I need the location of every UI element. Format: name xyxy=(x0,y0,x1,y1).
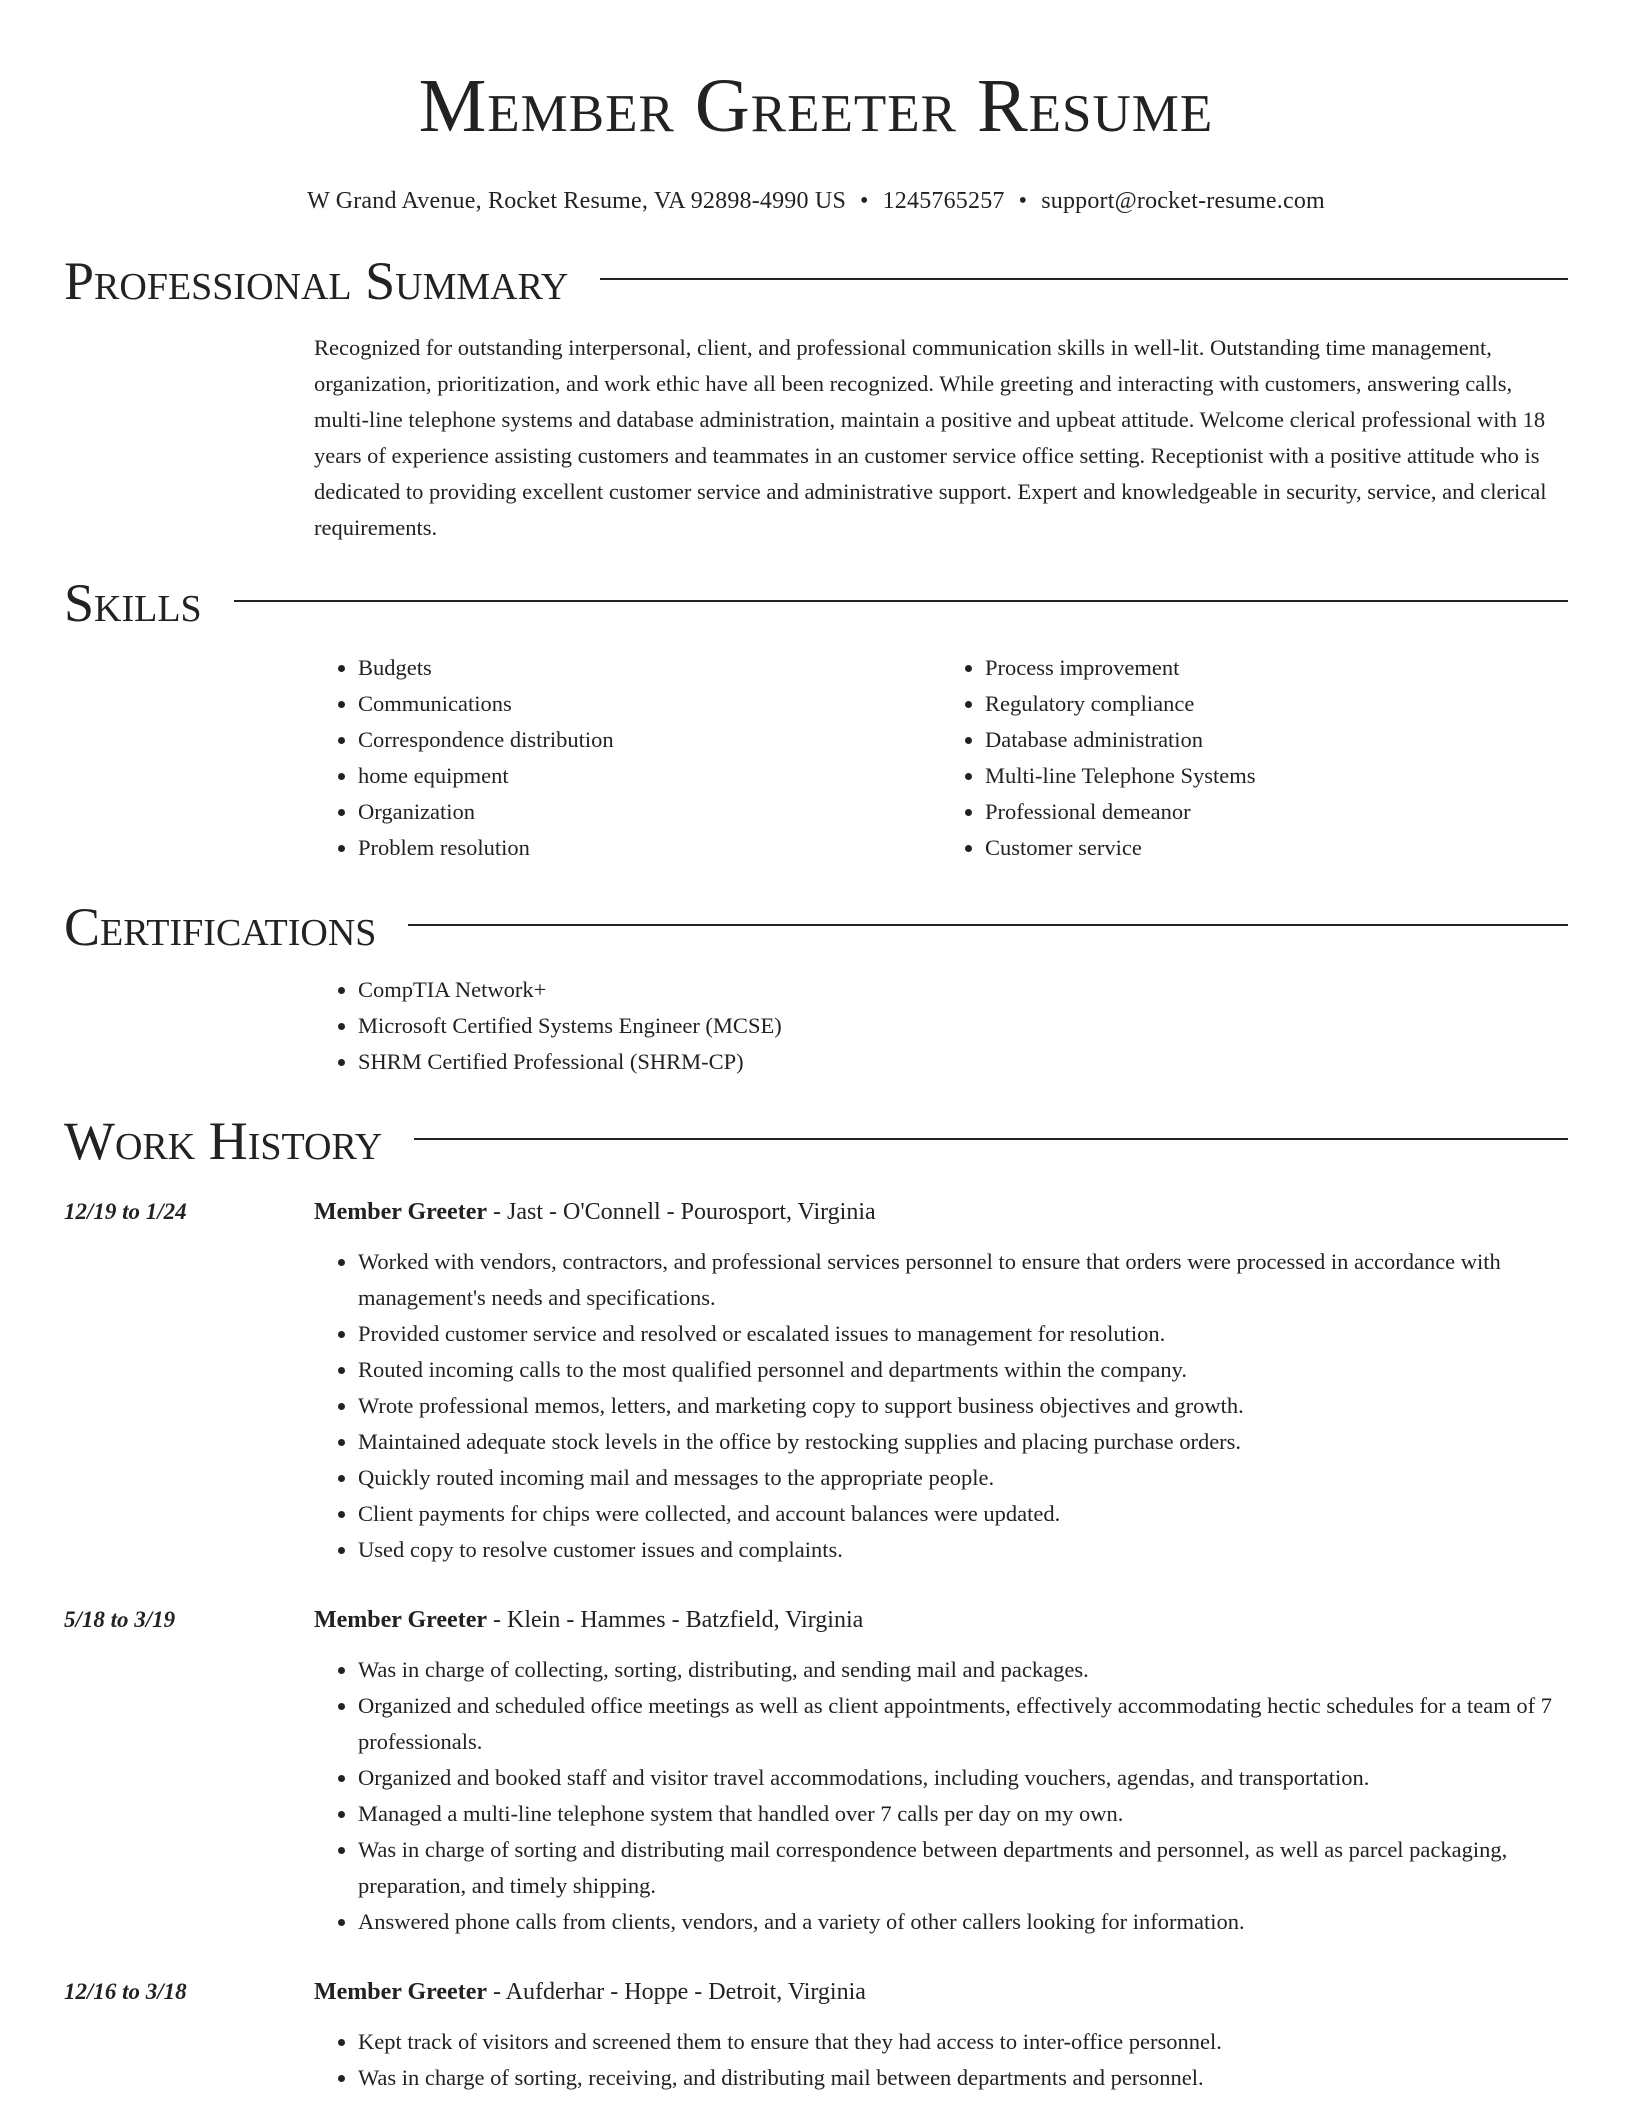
summary-text: Recognized for outstanding interpersonal, client, and professional communication skills in well-lit. Outstanding time management, organization, prioritization, and work ethic have all been recognized. While greeting and interacting with customers, answering calls, multi-line telephone systems and database administration, maintain a positive and upbeat attitude. Welcome clerical professional with 18 years of experience assisting customers and teammates in an customer service office setting. Receptionist with a positive attitude who is dedicated to providing excellent customer service and administrative support. Expert and knowledgeable in security, service, and clerical requirements. xyxy=(314,335,1547,540)
job-bullet: • Managed a multi-line telephone system that handled over 7 calls per day on my own. xyxy=(358,1796,1568,1832)
certifications-list xyxy=(314,972,1568,1080)
skills-body xyxy=(314,650,1568,866)
job-detail xyxy=(314,1974,1568,2096)
certification-item: • SHRM Certified Professional (SHRM-CP) xyxy=(358,1044,1568,1080)
job-employer: - Aufderhar - Hoppe - Detroit, Virginia xyxy=(487,1979,866,2005)
job-bullet: • Wrote professional memos, letters, and marketing copy to support business objectives and growth. xyxy=(358,1388,1568,1424)
section-divider xyxy=(414,1138,1568,1140)
job-bullet: • Was in charge of sorting and distributing mail correspondence between departments and personnel, as well as parcel packaging, preparation, and timely shipping. xyxy=(358,1832,1568,1904)
contact-email[interactable]: support@rocket-resume.com xyxy=(1041,188,1325,214)
skill-item: • Budgets xyxy=(358,650,941,686)
section-divider xyxy=(408,924,1568,926)
job-dates: 5/18 to 3/19 xyxy=(64,1607,176,1632)
skills-heading: Skills xyxy=(64,573,202,633)
job-bullet: • Answered phone calls from clients, vendors, and a variety of other callers looking for information. xyxy=(358,1904,1568,1940)
job-bullet: • Organized and booked staff and visitor travel accommodations, including vouchers, agendas, and transportation. xyxy=(358,1760,1568,1796)
contact-address: W Grand Avenue, Rocket Resume, VA 92898-4990 US xyxy=(307,188,846,214)
job-detail xyxy=(314,1602,1568,1940)
job-bullet: • Client payments for chips were collected, and account balances were updated. xyxy=(358,1496,1568,1532)
skills-grid xyxy=(314,650,1568,866)
job-entry xyxy=(64,1602,1568,1940)
job-employer: - Klein - Hammes - Batzfield, Virginia xyxy=(487,1607,864,1633)
job-entry xyxy=(64,1194,1568,1568)
skill-item: • Database administration xyxy=(985,722,1568,758)
certifications-section-header xyxy=(64,892,1568,962)
job-title-line xyxy=(314,1194,1568,1230)
skill-item: • Regulatory compliance xyxy=(985,686,1568,722)
skills-list-left xyxy=(314,650,941,866)
job-bullet: • Was in charge of collecting, sorting, distributing, and sending mail and packages. xyxy=(358,1652,1568,1688)
skill-item: • Professional demeanor xyxy=(985,794,1568,830)
job-bullet: • Provided customer service and resolved or escalated issues to management for resolution. xyxy=(358,1316,1568,1352)
job-bullet: • Organized and scheduled office meetings as well as client appointments, effectively accommodating hectic schedules for a team of 7 professionals. xyxy=(358,1688,1568,1760)
job-bullet: • Used copy to resolve customer issues and complaints. xyxy=(358,1532,1568,1568)
certifications-body xyxy=(314,972,1568,1080)
section-divider xyxy=(600,278,1568,280)
work-section-header xyxy=(64,1106,1568,1176)
job-bullet: • Kept track of visitors and screened them to ensure that they had access to inter-office personnel. xyxy=(358,2024,1568,2060)
certification-item: • CompTIA Network+ xyxy=(358,972,1568,1008)
section-divider xyxy=(234,600,1568,602)
skill-item: • Organization xyxy=(358,794,941,830)
work-heading: Work History xyxy=(64,1111,383,1171)
skill-item: • Multi-line Telephone Systems xyxy=(985,758,1568,794)
job-dates: 12/19 to 1/24 xyxy=(64,1199,187,1224)
skill-item: • Customer service xyxy=(985,830,1568,866)
job-title: Member Greeter xyxy=(314,1199,488,1225)
certifications-heading: Certifications xyxy=(64,897,377,957)
resume-page xyxy=(64,0,1568,2096)
job-dates: 12/16 to 3/18 xyxy=(64,1979,187,2004)
job-detail xyxy=(314,1194,1568,1568)
job-employer: - Jast - O'Connell - Pourosport, Virginia xyxy=(487,1199,876,1225)
skill-item: • Process improvement xyxy=(985,650,1568,686)
job-title: Member Greeter xyxy=(314,1979,488,2005)
skills-list-right xyxy=(941,650,1568,866)
contact-separator: • xyxy=(1018,188,1028,214)
contact-separator: • xyxy=(860,188,869,214)
contact-line xyxy=(64,186,1568,216)
job-bullets xyxy=(314,2024,1568,2096)
summary-heading: Professional Summary xyxy=(64,251,569,311)
contact-phone: 1245765257 xyxy=(882,188,1005,214)
job-bullets xyxy=(314,1244,1568,1568)
job-title-line xyxy=(314,1974,1568,2010)
job-title-line xyxy=(314,1602,1568,1638)
job-bullet: • Maintained adequate stock levels in the office by restocking supplies and placing purchase orders. xyxy=(358,1424,1568,1460)
skill-item: • Communications xyxy=(358,686,941,722)
job-bullet: • Was in charge of sorting, receiving, and distributing mail between departments and personnel. xyxy=(358,2060,1568,2096)
summary-body xyxy=(314,330,1568,546)
skill-item: • Correspondence distribution xyxy=(358,722,941,758)
certification-item: • Microsoft Certified Systems Engineer (MCSE) xyxy=(358,1008,1568,1044)
summary-section-header xyxy=(64,246,1568,316)
skills-section-header xyxy=(64,568,1568,638)
job-entry xyxy=(64,1974,1568,2096)
job-bullet: • Routed incoming calls to the most qualified personnel and departments within the company. xyxy=(358,1352,1568,1388)
job-title: Member Greeter xyxy=(314,1607,488,1633)
job-bullet: • Worked with vendors, contractors, and professional services personnel to ensure that orders were processed in accordance with management's needs and specifications. xyxy=(358,1244,1568,1316)
job-bullets xyxy=(314,1652,1568,1940)
skill-item: • home equipment xyxy=(358,758,941,794)
job-bullet: • Quickly routed incoming mail and messages to the appropriate people. xyxy=(358,1460,1568,1496)
skill-item: • Problem resolution xyxy=(358,830,941,866)
resume-title: Member Greeter Resume xyxy=(418,64,1214,148)
